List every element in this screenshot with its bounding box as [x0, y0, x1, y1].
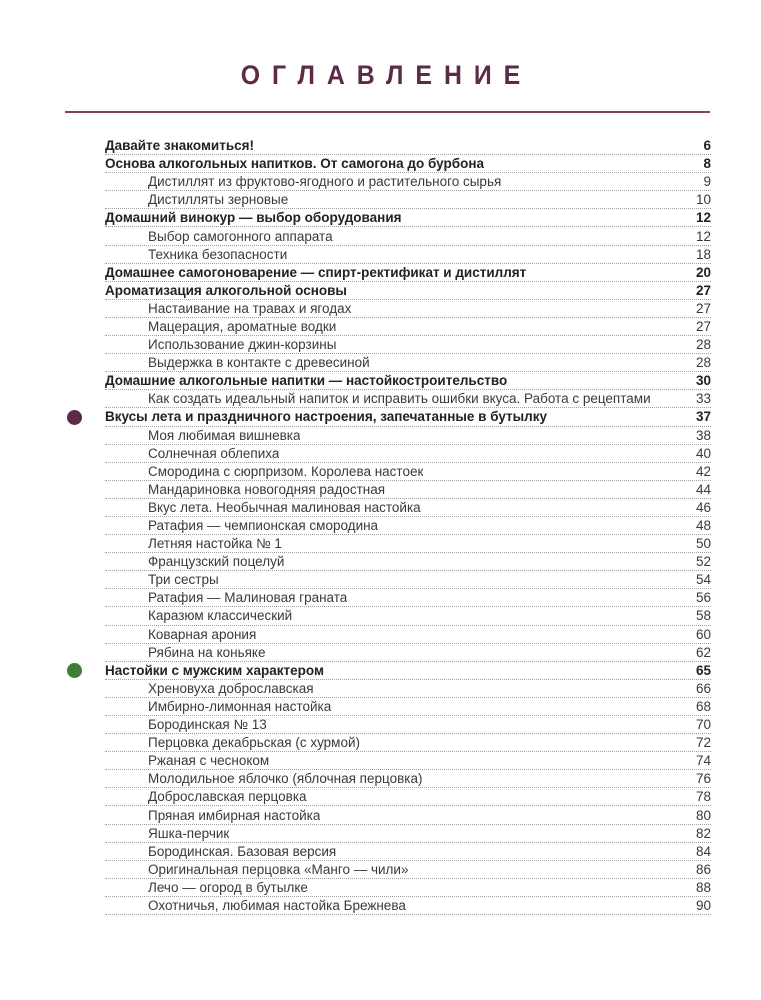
toc-entry-page-number: 42 [695, 463, 711, 479]
toc-entry-page-number: 18 [695, 246, 711, 262]
toc-sub-row [105, 897, 711, 915]
toc-entry-label: Коварная арония [148, 626, 257, 642]
toc-chapter-row [105, 264, 711, 282]
toc-entry-label: Выдержка в контакте с древесиной [148, 355, 370, 371]
toc-entry-page-number: 58 [695, 608, 711, 624]
toc-chapter-row [105, 155, 711, 173]
toc-sub-row [105, 698, 711, 716]
toc-sub-row [105, 752, 711, 770]
toc-entry-page-number: 60 [695, 626, 711, 642]
toc-entry-page-number: 38 [695, 427, 711, 443]
toc-sub-row [105, 318, 711, 336]
toc-entry-page-number: 50 [695, 536, 711, 552]
toc-chapter-row [105, 282, 711, 300]
toc-sub-row [105, 463, 711, 481]
toc-sub-row [105, 716, 711, 734]
toc-entry-label: Давайте знакомиться! [105, 138, 255, 154]
toc-entry-page-number: 28 [695, 355, 711, 371]
toc-entry-label: Солнечная облепиха [148, 445, 280, 461]
toc-entry-page-number: 27 [695, 300, 711, 316]
toc-entry-page-number: 80 [695, 807, 711, 823]
toc-entry-page-number: 78 [695, 789, 711, 805]
toc-entry-page-number: 6 [703, 138, 711, 154]
toc-sub-row [105, 825, 711, 843]
toc-entry-label: Домашнее самогоноварение — спирт-ректификат и дистиллят [105, 264, 527, 280]
toc-sub-row [105, 553, 711, 571]
toc-entry-page-number: 37 [695, 409, 711, 425]
toc-sub-row [105, 788, 711, 806]
toc-entry-label: Дистилляты зерновые [148, 192, 289, 208]
toc-entry-label: Доброславская перцовка [148, 789, 307, 805]
toc-entry-label: Бородинская № 13 [148, 717, 267, 733]
toc-sub-row [105, 517, 711, 535]
toc-entry-page-number: 27 [695, 282, 711, 298]
toc-entry-page-number: 8 [703, 156, 711, 172]
toc-entry-page-number: 27 [695, 318, 711, 334]
toc-chapter-row [105, 372, 711, 390]
toc-list [105, 137, 711, 915]
toc-sub-row [105, 770, 711, 788]
toc-sub-row [105, 445, 711, 463]
toc-entry-label: Настаивание на травах и ягодах [148, 300, 352, 316]
toc-entry-page-number: 65 [695, 662, 711, 678]
toc-entry-label: Пряная имбирная настойка [148, 807, 321, 823]
toc-entry-label: Мацерация, ароматные водки [148, 318, 337, 334]
toc-sub-row [105, 481, 711, 499]
toc-chapter-row [105, 408, 711, 426]
toc-entry-page-number: 30 [695, 373, 711, 389]
toc-entry-page-number: 62 [695, 644, 711, 660]
toc-entry-page-number: 82 [695, 825, 711, 841]
toc-sub-row [105, 246, 711, 264]
toc-sub-row [105, 227, 711, 245]
toc-entry-label: Три сестры [148, 572, 219, 588]
toc-entry-label: Смородина с сюрпризом. Королева настоек [148, 463, 424, 479]
toc-entry-page-number: 88 [695, 879, 711, 895]
toc-entry-label: Настойки с мужским характером [105, 662, 324, 678]
section-bullet-maroon-icon [67, 410, 82, 425]
toc-entry-page-number: 9 [703, 174, 711, 190]
toc-entry-label: Лечо — огород в бутылке [148, 879, 308, 895]
toc-entry-label: Молодильное яблочко (яблочная перцовка) [148, 771, 423, 787]
toc-entry-label: Хреновуха доброславская [148, 680, 314, 696]
toc-entry-page-number: 20 [695, 264, 711, 280]
toc-entry-page-number: 70 [695, 717, 711, 733]
toc-chapter-row [105, 662, 711, 680]
toc-chapter-row [105, 137, 711, 155]
toc-entry-label: Ратафия — Малиновая граната [148, 590, 348, 606]
toc-entry-page-number: 68 [695, 698, 711, 714]
toc-sub-row [105, 626, 711, 644]
toc-entry-page-number: 12 [695, 210, 711, 226]
toc-entry-page-number: 54 [695, 572, 711, 588]
toc-entry-page-number: 72 [695, 735, 711, 751]
toc-entry-label: Рябина на коньяке [148, 644, 266, 660]
toc-entry-label: Каразюм классический [148, 608, 293, 624]
toc-entry-label: Мандариновка новогодняя радостная [148, 481, 386, 497]
toc-entry-page-number: 46 [695, 499, 711, 515]
toc-entry-page-number: 52 [695, 554, 711, 570]
toc-entry-label: Моя любимая вишневка [148, 427, 301, 443]
toc-entry-page-number: 40 [695, 445, 711, 461]
toc-entry-label: Охотничья, любимая настойка Брежнева [148, 897, 406, 913]
toc-entry-label: Оригинальная перцовка «Манго — чили» [148, 861, 409, 877]
toc-entry-label: Летняя настойка № 1 [148, 536, 282, 552]
toc-entry-label: Перцовка декабрьская (с хурмой) [148, 735, 361, 751]
toc-entry-page-number: 74 [695, 753, 711, 769]
title-divider [65, 111, 710, 113]
toc-entry-label: Бородинская. Базовая версия [148, 843, 337, 859]
toc-entry-label: Ратафия — чемпионская смородина [148, 518, 379, 534]
toc-entry-label: Французский поцелуй [148, 554, 285, 570]
toc-entry-label: Основа алкогольных напитков. От самогона до бурбона [105, 156, 484, 172]
toc-entry-label: Имбирно-лимонная настойка [148, 698, 332, 714]
page-title: ОГЛАВЛЕНИЕ [240, 60, 533, 90]
toc-entry-page-number: 44 [695, 481, 711, 497]
toc-entry-label: Вкусы лета и праздничного настроения, запечатанные в бутылку [105, 409, 548, 425]
toc-entry-page-number: 76 [695, 771, 711, 787]
toc-sub-row [105, 843, 711, 861]
toc-sub-row [105, 571, 711, 589]
toc-sub-row [105, 806, 711, 824]
toc-entry-page-number: 86 [695, 861, 711, 877]
toc-sub-row [105, 589, 711, 607]
toc-sub-row [105, 336, 711, 354]
toc-entry-label: Ароматизация алкогольной основы [105, 282, 347, 298]
toc-entry-label: Дистиллят из фруктово-ягодного и растительного сырья [148, 174, 502, 190]
toc-entry-page-number: 12 [695, 228, 711, 244]
toc-entry-page-number: 10 [695, 192, 711, 208]
toc-sub-row [105, 879, 711, 897]
section-bullet-green-icon [67, 663, 82, 678]
toc-sub-row [105, 644, 711, 662]
toc-sub-row [105, 300, 711, 318]
toc-entry-label: Домашний винокур — выбор оборудования [105, 210, 402, 226]
toc-entry-page-number: 56 [695, 590, 711, 606]
toc-entry-page-number: 48 [695, 518, 711, 534]
toc-entry-label: Использование джин-корзины [148, 337, 337, 353]
toc-entry-label: Вкус лета. Необычная малиновая настойка [148, 499, 421, 515]
toc-sub-row [105, 499, 711, 517]
toc-sub-row [105, 173, 711, 191]
toc-sub-row [105, 191, 711, 209]
toc-entry-page-number: 33 [695, 391, 711, 407]
toc-entry-label: Как создать идеальный напиток и исправить ошибки вкуса. Работа с рецептами [148, 391, 651, 407]
toc-entry-page-number: 90 [695, 897, 711, 913]
toc-entry-label: Домашние алкогольные напитки — настойкостроительство [105, 373, 508, 389]
toc-sub-row [105, 390, 711, 408]
toc-chapter-row [105, 209, 711, 227]
toc-entry-label: Яшка-перчик [148, 825, 230, 841]
toc-entry-page-number: 28 [695, 337, 711, 353]
toc-sub-row [105, 861, 711, 879]
toc-sub-row [105, 734, 711, 752]
toc-sub-row [105, 535, 711, 553]
toc-sub-row [105, 354, 711, 372]
toc-entry-label: Выбор самогонного аппарата [148, 228, 333, 244]
toc-sub-row [105, 427, 711, 445]
toc-sub-row [105, 607, 711, 625]
toc-entry-label: Техника безопасности [148, 246, 288, 262]
toc-entry-page-number: 66 [695, 680, 711, 696]
toc-sub-row [105, 680, 711, 698]
toc-entry-page-number: 84 [695, 843, 711, 859]
toc-entry-label: Ржаная с чесноком [148, 753, 270, 769]
